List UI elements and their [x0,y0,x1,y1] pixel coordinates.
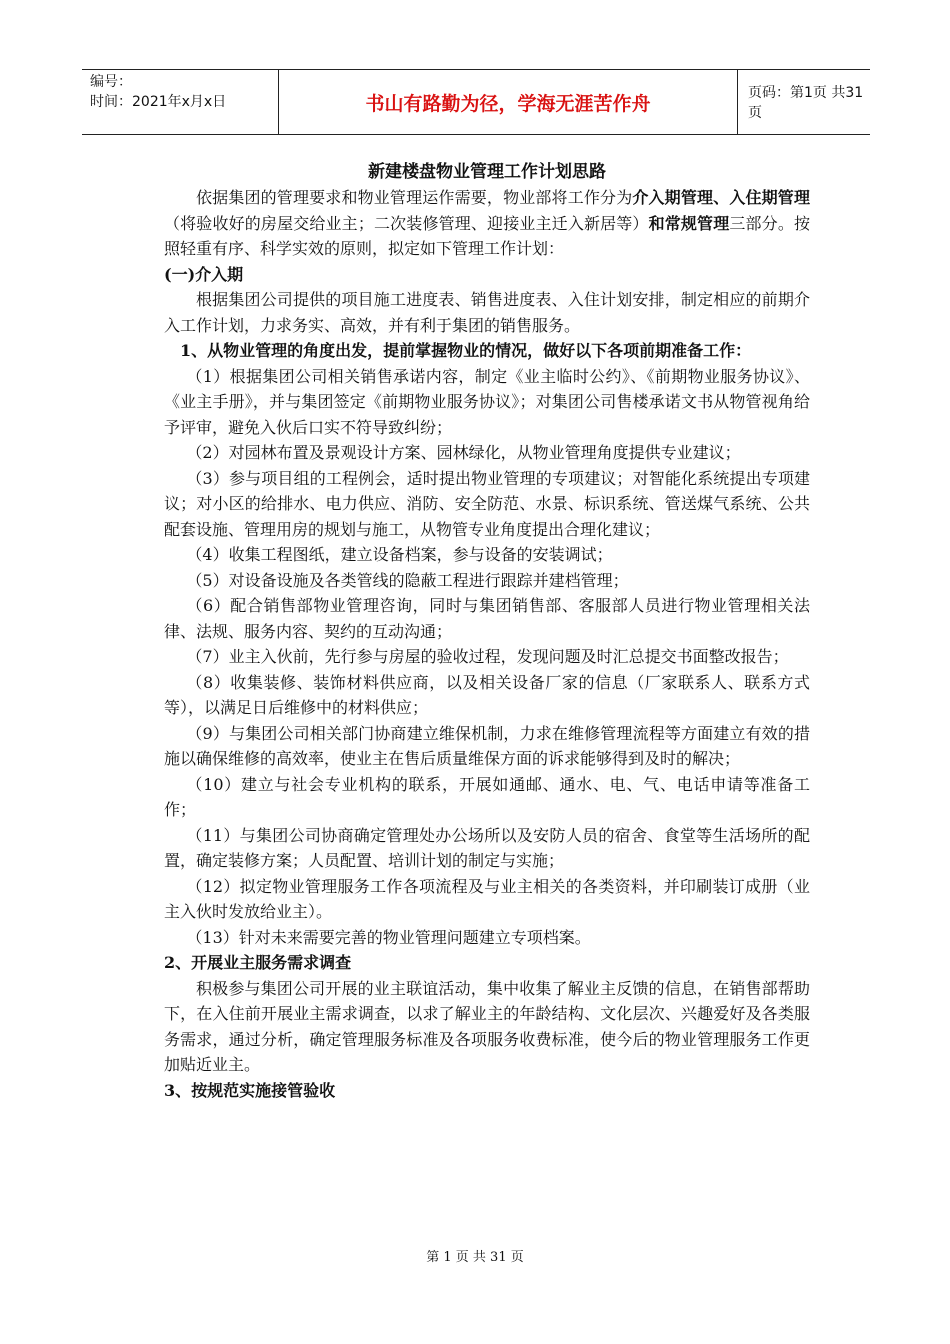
list-item: （11）与集团公司协商确定管理处办公场所以及安防人员的宿舍、食堂等生活场所的配置，确定装修方案；人员配置、培训计划的制定与实施； [164,825,810,870]
list-item: （8）收集装修、装饰材料供应商，以及相关设备厂家的信息（厂家联系人、联系方式等），以满足日后维修中的材料供应； [164,672,810,717]
intro-text-1: 依据集团的管理要求和物业管理运作需要，物业部将工作分为 [196,188,633,207]
list-item: （2）对园林布置及景观设计方案、园林绿化，从物业管理角度提供专业建议； [186,443,741,462]
document-date: 时间：2021年x月x日 [90,94,227,110]
item1-list [164,364,810,951]
section1-intro: 根据集团公司提供的项目施工进度表、销售进度表、入住计划安排，制定相应的前期介入工作计划，力求务实、高效，并有利于集团的销售服务。 [164,290,810,335]
list-item: （6）配合销售部物业管理咨询，同时与集团销售部、客服部人员进行物业管理相关法律、法规、服务内容、契约的互动沟通； [164,596,810,641]
section1-heading: (一)介入期 [164,264,244,284]
document-number-label: 编号： [90,74,132,90]
item1-heading: 1、从物业管理的角度出发，提前掌握物业的情况，做好以下各项前期准备工作： [180,341,752,360]
intro-bold-2: 和常规管理 [648,213,730,233]
list-item: （5）对设备设施及各类管线的隐蔽工程进行跟踪并建档管理； [186,570,629,590]
document-title: 新建楼盘物业管理工作计划思路 [368,162,606,182]
intro-paragraph [164,185,810,262]
list-item: （9）与集团公司相关部门协商建立维保机制，力求在维修管理流程等方面建立有效的措施以确保维修的高效率，使业主在售后质量维保方面的诉求能够得到及时的解决； [164,723,810,768]
item3-heading: 3、按规范实施接管验收 [164,1080,336,1100]
page-header [82,69,870,135]
list-item: （3）参与项目组的工程例会，适时提出物业管理的专项建议；对智能化系统提出专项建议；对小区的给排水、电力供应、消防、安全防范、水景、标识系统、管送煤气系统、公共配套设施、管理用房的规划与施工，从物管专业角度提出合理化建议； [164,468,810,539]
list-item: （1）根据集团公司相关销售承诺内容，制定《业主临时公约》、《前期物业服务协议》、《业主手册》，并与集团签定《前期物业服务协议》；对集团公司售楼承诺文书从物管视角给予评审，避免入伙后口实不符导致纠纷； [164,366,810,437]
intro-text-2: （将验收好的房屋交给业主；二次装修管理、迎接业主迁入新居等） [164,213,649,233]
intro-text-3: 三部分。按照轻重有序、科学实效的原则，拟定如下管理工作计划： [164,213,810,258]
list-item: （4）收集工程图纸，建立设备档案，参与设备的安装调试； [186,545,613,564]
list-item: （12）拟定物业管理服务工作各项流程及与业主相关的各类资料，并印刷装订成册（业主入伙时发放给业主）。 [164,876,810,921]
item2-body: 积极参与集团公司开展的业主联谊活动，集中收集了解业主反馈的信息，在销售部帮助下，在入住前开展业主需求调查，以求了解业主的年龄结构、文化层次、兴趣爱好及各类服务需求，通过分析，确定管理服务标准及各项服务收费标准，使今后的物业管理服务工作更加贴近业主。 [164,978,810,1074]
list-item: （10）建立与社会专业机构的联系，开展如通邮、通水、电、气、电话申请等准备工作； [164,774,810,819]
list-item: （7）业主入伙前，先行参与房屋的验收过程，发现问题及时汇总提交书面整改报告； [186,647,789,666]
list-item: （13）针对未来需要完善的物业管理问题建立专项档案。 [186,927,591,947]
header-motto: 书山有路勤为径，学海无涯苦作舟 [278,70,738,134]
document-body [164,160,810,1103]
item2-heading: 2、开展业主服务需求调查 [164,953,352,972]
intro-bold-1: 介入期管理、入住期管理 [632,188,810,207]
page-footer: 第 1 页 共 31 页 [426,1250,524,1265]
header-page-number: 页码：第1页 共31页 [748,85,864,121]
header-meta [82,70,278,134]
